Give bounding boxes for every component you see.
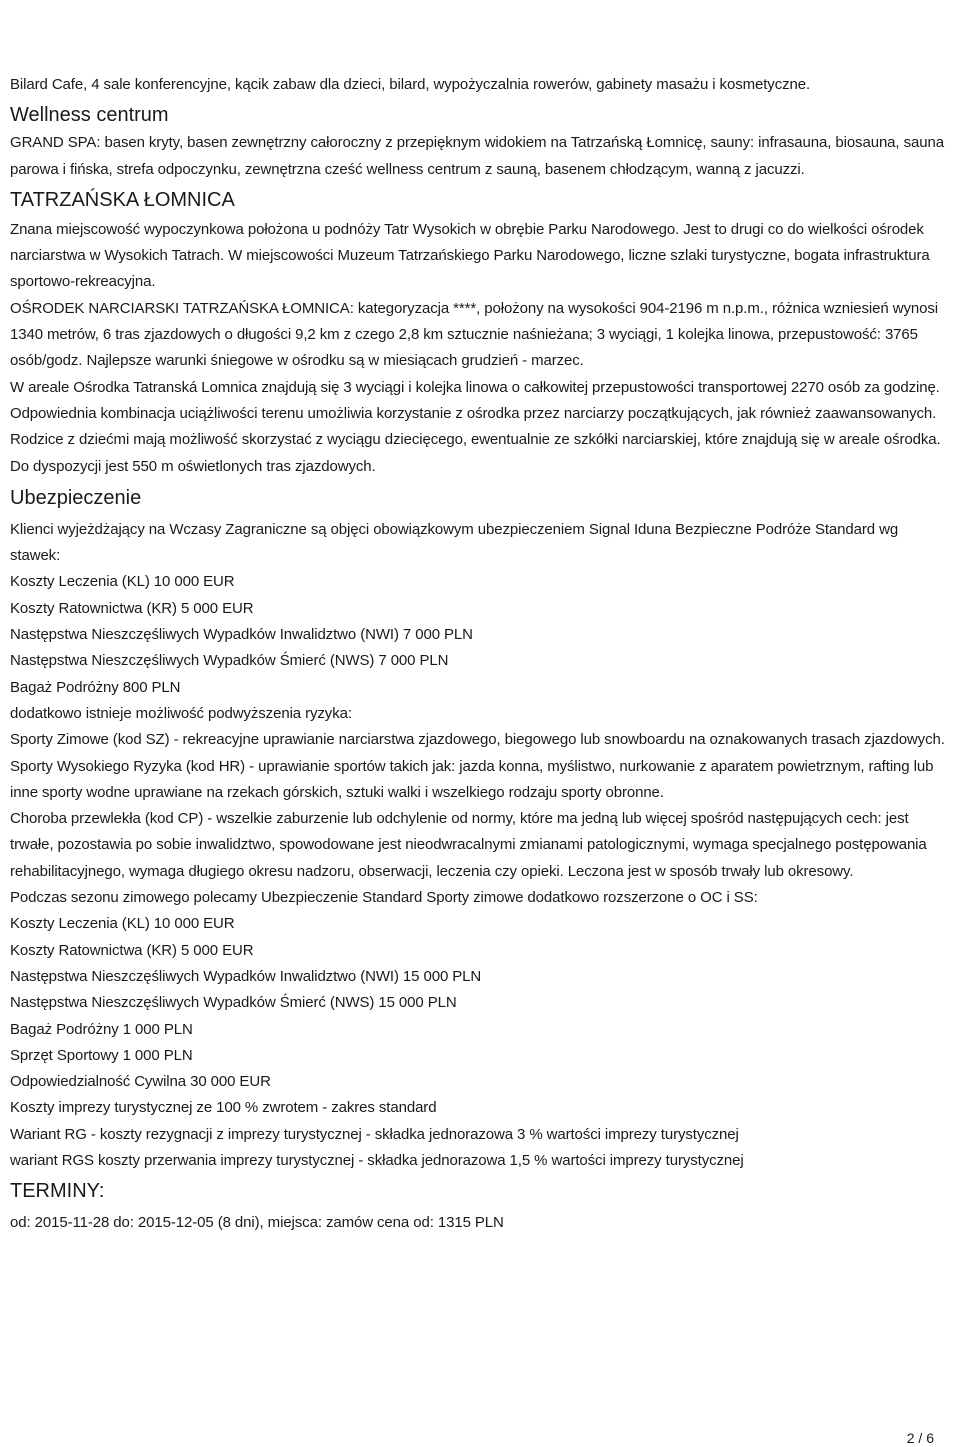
insurance-heading: Ubezpieczenie [10, 486, 142, 509]
ski-center-paragraph: OŚRODEK NARCIARSKI TATRZAŃSKA ŁOMNICA: kategoryzacja ****, położony na wysokości 904-2196 m n.p.m., różnica wzniesień wynosi 1340 metrów, 6 tras zjazdowych o długości 9,2 km z czego 2,8 km sztucznie naśnieżana; 3 wyciągi, 1 kolejka linowa, przepustowość: 3765 osób/godz. Najlepsze warunki śniegowe w ośrodku są w miesiącach grudzień - marzec. [10, 299, 938, 370]
winter-rate-item: wariant RGS koszty przerwania imprezy turystycznej - składka jednorazowa 1,5 % wartości imprezy turystycznej [10, 1151, 744, 1169]
ski-area-paragraph: W areale Ośrodka Tatranská Lomnica znajdują się 3 wyciągi i kolejka linowa o całkowitej przepustowości transportowej 2270 osób za godzinę. Odpowiednia kombinacja uciążliwości terenu umożliwia korzystanie z ośrodka przez narciarzy początkujących, jak również zaawansowanych. Rodzice z dziećmi mają możliwość skorzystać z wyciągu dziecięcego, ewentualnie ze szkółki narciarskiej, które znajdują się w areale ośrodka. Do dyspozycji jest 550 m oświetlonych tras zjazdowych. [10, 378, 941, 475]
wellness-heading: Wellness centrum [10, 104, 169, 127]
winter-rate-item: Następstwa Nieszczęśliwych Wypadków Inwalidztwo (NWI) 15 000 PLN [10, 967, 482, 985]
lomnica-heading: TATRZAŃSKA ŁOMNICA [10, 188, 235, 211]
high-risk-sports-paragraph: Sporty Wysokiego Ryzyka (kod HR) - uprawianie sportów takich jak: jazda konna, myślistwo, nurkowanie z aparatem powietrznym, rafting lub inne sporty wodne uprawiane na rzekach górskich, sztuki walki i wszelkiego rodzaju sporty obronne. [10, 757, 934, 801]
insurance-intro: Klienci wyjeżdżający na Wczasy Zagraniczne są objęci obowiązkowym ubezpieczeniem Signal Iduna Bezpieczne Podróże Standard wg stawek: [10, 520, 899, 565]
standard-rate-item: Następstwa Nieszczęśliwych Wypadków Inwalidztwo (NWI) 7 000 PLN [10, 626, 473, 644]
winter-rate-item: Koszty Ratownictwa (KR) 5 000 EUR [10, 941, 254, 959]
document-page [10, 72, 950, 1237]
standard-rate-item: Bagaż Podróżny 800 PLN [10, 678, 181, 696]
extra-risk-intro: dodatkowo istnieje możliwość podwyższenia ryzyka: [10, 704, 352, 722]
terms-line: od: 2015-11-28 do: 2015-12-05 (8 dni), miejsca: zamów cena od: 1315 PLN [10, 1214, 504, 1232]
standard-rate-item: Następstwa Nieszczęśliwych Wypadków Śmierć (NWS) 7 000 PLN [10, 652, 449, 670]
page-number: 2 / 6 [906, 1430, 934, 1446]
winter-rate-item: Bagaż Podróżny 1 000 PLN [10, 1020, 193, 1038]
standard-rate-item: Koszty Ratownictwa (KR) 5 000 EUR [10, 599, 254, 617]
wellness-paragraph: GRAND SPA: basen kryty, basen zewnętrzny całoroczny z przepięknym widokiem na Tatrzańską Łomnicę, sauny: infrasauna, biosauna, sauna parowa i fińska, strefa odpoczynku, zewnętrzna cześć wellness centrum z sauną, basenem chłodzącym, wanną z jacuzzi. [10, 134, 944, 178]
winter-rate-item: Koszty imprezy turystycznej ze 100 % zwrotem - zakres standard [10, 1099, 437, 1117]
winter-insurance-intro: Podczas sezonu zimowego polecamy Ubezpieczenie Standard Sporty zimowe dodatkowo rozszerzone o OC i SS: [10, 889, 758, 907]
winter-rate-item: Następstwa Nieszczęśliwych Wypadków Śmierć (NWS) 15 000 PLN [10, 994, 457, 1012]
terms-heading: TERMINY: [10, 1180, 105, 1203]
winter-rate-item: Sprzęt Sportowy 1 000 PLN [10, 1046, 193, 1064]
winter-rate-item: Odpowiedzialność Cywilna 30 000 EUR [10, 1073, 271, 1091]
winter-sports-paragraph: Sporty Zimowe (kod SZ) - rekreacyjne uprawianie narciarstwa zjazdowego, biegowego lub snowboardu na oznakowanych trasach zjazdowych. [10, 731, 945, 749]
winter-rate-item: Koszty Leczenia (KL) 10 000 EUR [10, 915, 235, 933]
intro-paragraph: Bilard Cafe, 4 sale konferencyjne, kącik zabaw dla dzieci, bilard, wypożyczalnia rowerów, gabinety masażu i kosmetyczne. [10, 76, 811, 93]
chronic-disease-paragraph: Choroba przewlekła (kod CP) - wszelkie zaburzenie lub odchylenie od normy, które ma jedną lub więcej spośród następujących cech: jest trwałe, pozostawia po sobie inwalidztwo, spowodowane jest nieodwracalnymi zmianami patologicznymi, wymaga specjalnego postępowania rehabilitacyjnego, wymaga długiego okresu nadzoru, obserwacji, leczenia czy opieki. Leczona jest w sposób trwały lub okresowy. [10, 810, 927, 880]
lomnica-paragraph: Znana miejscowość wypoczynkowa położona u podnóży Tatr Wysokich w obrębie Parku Narodowego. Jest to drugi co do wielkości ośrodek narciarstwa w Wysokich Tatrach. W miejscowości Muzeum Tatrzańskiego Parku Narodowego, liczne szlaki turystyczne, bogata infrastruktura sportowo-rekreacyjna. [10, 220, 930, 291]
standard-rate-item: Koszty Leczenia (KL) 10 000 EUR [10, 573, 235, 591]
winter-rate-item: Wariant RG - koszty rezygnacji z imprezy turystycznej - składka jednorazowa 3 % wartości imprezy turystycznej [10, 1125, 739, 1143]
